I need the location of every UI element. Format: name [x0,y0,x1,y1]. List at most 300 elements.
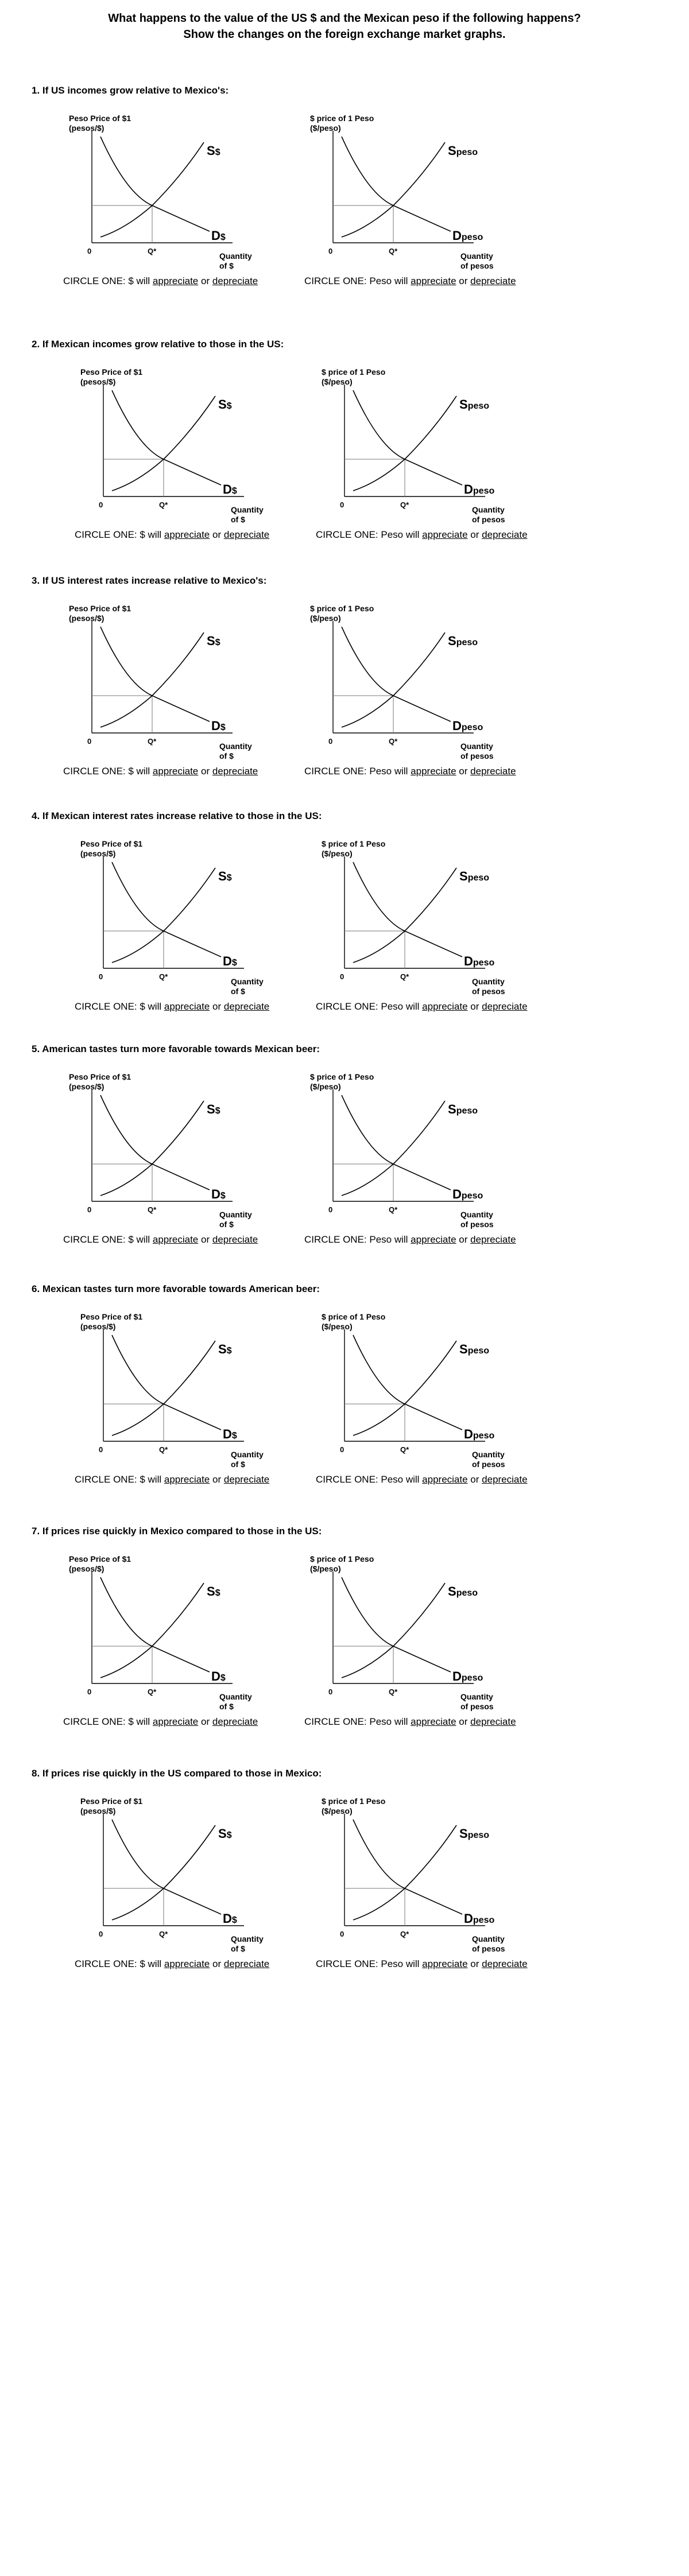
appreciate-option[interactable]: appreciate [411,766,456,777]
supply-subscript: $ [226,1346,232,1356]
supply-curve-label [448,1102,478,1117]
demand-curve [342,1095,451,1190]
graph-canvas[interactable] [80,839,287,977]
demand-letter: D [211,1187,220,1201]
supply-curve-label [448,143,478,158]
circle-one-prompt [75,1001,269,1012]
origin-label: 0 [87,1687,92,1696]
supply-curve-label [207,1102,220,1117]
circle-one-prompt [304,1234,516,1246]
x-axis-label: Quantity of pesos [460,742,494,761]
question-text: American tastes turn more favorable towards Mexican beer: [42,1043,320,1054]
question-text: Mexican tastes turn more favorable towards American beer: [42,1283,320,1294]
demand-curve-label [464,954,494,969]
appreciate-option[interactable]: appreciate [164,529,210,540]
or-text: or [459,276,468,286]
origin-label: 0 [340,501,344,509]
y-axis-label: Peso Price of $1 (pesos/$) [69,1554,131,1573]
or-text: or [470,1474,479,1485]
graph-canvas[interactable] [322,1797,528,1934]
circle-one-text: CIRCLE ONE: Peso will [304,1234,408,1245]
demand-letter: D [223,1427,232,1441]
supply-subscript: peso [467,873,490,883]
or-text: or [201,1234,210,1245]
or-text: or [212,1001,222,1012]
depreciate-option[interactable]: depreciate [482,1474,528,1485]
supply-curve-label [207,143,220,158]
equilibrium-quantity-label: Q* [400,1445,409,1454]
demand-subscript: $ [231,486,237,496]
circle-one-text: CIRCLE ONE: $ will [75,529,162,540]
supply-subscript: peso [456,638,478,647]
y-axis-label: $ price of 1 Peso ($/peso) [310,114,374,133]
y-axis-label: Peso Price of $1 (pesos/$) [80,839,143,858]
question-text: If US interest rates increase relative to Mexico's: [42,575,267,586]
depreciate-option[interactable]: depreciate [212,1234,258,1245]
demand-subscript: peso [461,723,483,732]
appreciate-option[interactable]: appreciate [422,1001,468,1012]
y-axis-label: $ price of 1 Peso ($/peso) [322,367,386,386]
origin-label: 0 [340,1445,344,1454]
circle-one-prompt [304,276,516,287]
peso-market-graph [304,604,632,777]
peso-market-graph [304,1072,632,1245]
peso-market-graph [316,1312,643,1485]
depreciate-option[interactable]: depreciate [223,1474,270,1485]
x-axis-label: Quantity of $ [219,742,252,761]
supply-letter: S [459,1826,468,1841]
graph-canvas[interactable] [310,1072,517,1210]
supply-letter: S [207,1102,215,1116]
worksheet-title-line1: What happens to the value of the US $ and the Mexican peso if the following happens? [108,12,581,25]
appreciate-option[interactable]: appreciate [152,766,199,777]
circle-one-prompt [304,1716,516,1728]
circle-one-text: CIRCLE ONE: Peso will [304,1716,408,1727]
or-text: or [470,1958,479,1969]
worksheet-title-line2: Show the changes on the foreign exchange market graphs. [183,28,506,41]
supply-curve-label [459,1342,489,1357]
circle-one-text: CIRCLE ONE: $ will [63,766,150,777]
graph-canvas[interactable] [322,839,528,977]
equilibrium-quantity-label: Q* [159,1930,168,1938]
graph-canvas[interactable] [310,604,517,742]
supply-curve-label [448,634,478,649]
demand-letter: D [211,719,220,733]
supply-subscript: peso [467,401,490,411]
origin-label: 0 [328,247,333,255]
demand-letter: D [211,1669,220,1683]
or-text: or [212,1474,222,1485]
or-text: or [201,766,210,777]
equilibrium-quantity-label: Q* [159,972,168,981]
demand-curve-label [211,719,226,734]
origin-label: 0 [99,501,103,509]
equilibrium-quantity-label: Q* [148,737,157,746]
x-axis-label: Quantity of pesos [472,505,505,524]
demand-subscript: $ [220,1673,226,1683]
question-title [32,810,322,822]
demand-curve [353,1335,462,1430]
supply-letter: S [448,634,456,648]
demand-subscript: $ [220,1191,226,1201]
demand-curve-label [211,1187,226,1202]
demand-curve-label [452,228,483,243]
supply-subscript: $ [226,401,232,411]
demand-curve-label [211,228,226,243]
equilibrium-quantity-label: Q* [400,1930,409,1938]
appreciate-option[interactable]: appreciate [422,529,468,540]
peso-market-graph [316,367,643,540]
demand-letter: D [464,482,473,496]
graph-canvas[interactable] [69,1072,276,1210]
x-axis-label: Quantity of $ [231,505,264,524]
circle-one-text: CIRCLE ONE: $ will [75,1958,162,1969]
y-axis-label: $ price of 1 Peso ($/peso) [310,1072,374,1091]
or-text: or [459,766,468,777]
demand-curve-label [464,1911,494,1926]
demand-curve-label [211,1669,226,1684]
origin-label: 0 [87,737,92,746]
circle-one-text: CIRCLE ONE: $ will [75,1474,162,1485]
graph-canvas[interactable] [322,1312,528,1450]
demand-subscript: $ [231,1915,237,1925]
origin-label: 0 [328,1205,333,1214]
supply-curve-label [459,397,489,412]
question-text: If US incomes grow relative to Mexico's: [42,85,229,96]
x-axis-label: Quantity of $ [231,1450,264,1469]
supply-subscript: $ [215,638,220,647]
supply-letter: S [218,1342,227,1356]
demand-curve-label [452,719,483,734]
supply-curve-label [207,1584,220,1599]
demand-curve [342,137,451,231]
supply-curve-label [459,869,489,884]
equilibrium-quantity-label: Q* [148,1687,157,1696]
supply-subscript: peso [456,148,478,157]
x-axis-label: Quantity of $ [219,1210,252,1229]
y-axis-label: $ price of 1 Peso ($/peso) [322,1797,386,1815]
circle-one-prompt [75,1474,269,1485]
or-text: or [212,1958,222,1969]
supply-letter: S [207,143,215,158]
appreciate-option[interactable]: appreciate [152,276,199,286]
supply-subscript: $ [215,1588,220,1598]
circle-one-text: CIRCLE ONE: Peso will [316,529,420,540]
graph-canvas[interactable] [80,367,287,505]
demand-subscript: $ [231,958,237,968]
appreciate-option[interactable]: appreciate [411,1234,456,1245]
question-number: 8. [32,1768,40,1779]
question-number: 3. [32,575,40,586]
x-axis-label: Quantity of $ [219,251,252,270]
depreciate-option[interactable]: depreciate [212,1716,258,1727]
demand-letter: D [452,1187,462,1201]
appreciate-option[interactable]: appreciate [411,1716,456,1727]
equilibrium-quantity-label: Q* [400,972,409,981]
appreciate-option[interactable]: appreciate [164,1474,210,1485]
y-axis-label: Peso Price of $1 (pesos/$) [80,367,143,386]
circle-one-prompt [316,1474,528,1485]
demand-subscript: $ [220,232,226,242]
question-number: 5. [32,1043,40,1054]
circle-one-prompt [75,529,269,541]
demand-curve [100,627,210,721]
supply-letter: S [448,143,456,158]
supply-curve-label [448,1584,478,1599]
circle-one-prompt [304,766,516,777]
or-text: or [470,529,479,540]
graph-canvas[interactable] [80,1797,287,1934]
demand-subscript: peso [461,232,483,242]
appreciate-option[interactable]: appreciate [152,1234,199,1245]
circle-one-text: CIRCLE ONE: Peso will [304,276,408,286]
demand-curve [112,1335,221,1430]
graph-canvas[interactable] [69,604,276,742]
circle-one-text: CIRCLE ONE: $ will [63,276,150,286]
supply-curve-label [218,1342,232,1357]
demand-letter: D [464,1427,473,1441]
y-axis-label: Peso Price of $1 (pesos/$) [80,1797,143,1815]
supply-subscript: $ [226,1830,232,1840]
supply-subscript: peso [467,1830,490,1840]
demand-subscript: peso [473,1431,495,1441]
depreciate-option[interactable]: depreciate [212,766,258,777]
x-axis-label: Quantity of $ [231,977,264,996]
question-text: If Mexican interest rates increase relative to those in the US: [42,810,322,821]
demand-subscript: $ [220,723,226,732]
question-title [32,1283,320,1295]
x-axis-label: Quantity of $ [219,1692,252,1711]
origin-label: 0 [328,737,333,746]
appreciate-option[interactable]: appreciate [164,1958,210,1969]
origin-label: 0 [328,1687,333,1696]
graph-canvas[interactable] [69,114,276,251]
origin-label: 0 [87,1205,92,1214]
depreciate-option[interactable]: depreciate [212,276,258,286]
demand-letter: D [452,228,462,243]
equilibrium-quantity-label: Q* [389,1687,398,1696]
appreciate-option[interactable]: appreciate [164,1001,210,1012]
question-number: 6. [32,1283,40,1294]
demand-subscript: peso [473,486,495,496]
or-text: or [459,1716,468,1727]
graph-canvas[interactable] [69,1554,276,1692]
supply-subscript: peso [456,1106,478,1116]
depreciate-option[interactable]: depreciate [470,1234,516,1245]
supply-curve-label [459,1826,489,1841]
circle-one-text: CIRCLE ONE: $ will [75,1001,162,1012]
peso-market-graph [304,1554,632,1727]
depreciate-option[interactable]: depreciate [470,276,516,286]
supply-letter: S [218,869,227,883]
equilibrium-quantity-label: Q* [389,247,398,255]
equilibrium-quantity-label: Q* [159,501,168,509]
supply-subscript: $ [226,873,232,883]
origin-label: 0 [99,1930,103,1938]
origin-label: 0 [340,972,344,981]
demand-letter: D [452,1669,462,1683]
circle-one-prompt [316,529,528,541]
y-axis-label: $ price of 1 Peso ($/peso) [322,1312,386,1331]
demand-curve [112,1820,221,1914]
y-axis-label: Peso Price of $1 (pesos/$) [69,604,131,623]
supply-curve-label [218,397,232,412]
demand-curve [353,1820,462,1914]
demand-curve-label [452,1187,483,1202]
demand-subscript: peso [473,1915,495,1925]
demand-letter: D [223,1911,232,1926]
y-axis-label: $ price of 1 Peso ($/peso) [310,604,374,623]
demand-curve-label [464,1427,494,1442]
supply-letter: S [459,397,468,412]
depreciate-option[interactable]: depreciate [223,1001,270,1012]
demand-letter: D [223,482,232,496]
depreciate-option[interactable]: depreciate [482,1958,528,1969]
demand-curve-label [464,482,494,497]
demand-curve [112,390,221,485]
supply-subscript: peso [456,1588,478,1598]
demand-curve-label [223,482,237,497]
equilibrium-quantity-label: Q* [389,737,398,746]
demand-letter: D [211,228,220,243]
appreciate-option[interactable]: appreciate [422,1474,468,1485]
y-axis-label: Peso Price of $1 (pesos/$) [80,1312,143,1331]
supply-letter: S [207,634,215,648]
question-text: If prices rise quickly in the US compared to those in Mexico: [42,1768,322,1779]
question-number: 1. [32,85,40,96]
supply-letter: S [459,869,468,883]
x-axis-label: Quantity of pesos [472,1934,505,1953]
circle-one-prompt [63,1716,258,1728]
equilibrium-quantity-label: Q* [389,1205,398,1214]
question-number: 2. [32,339,40,350]
demand-curve-label [223,1427,237,1442]
x-axis-label: Quantity of pesos [460,1692,494,1711]
supply-letter: S [459,1342,468,1356]
supply-curve-label [218,869,232,884]
circle-one-text: CIRCLE ONE: Peso will [304,766,408,777]
x-axis-label: Quantity of pesos [460,251,494,270]
demand-subscript: $ [231,1431,237,1441]
demand-subscript: peso [461,1673,483,1683]
circle-one-prompt [63,766,258,777]
demand-curve [100,137,210,231]
supply-letter: S [218,397,227,412]
equilibrium-quantity-label: Q* [159,1445,168,1454]
supply-curve-label [207,634,220,649]
origin-label: 0 [340,1930,344,1938]
supply-curve-label [218,1826,232,1841]
demand-subscript: peso [473,958,495,968]
demand-curve [342,627,451,721]
question-title [32,339,284,350]
depreciate-option[interactable]: depreciate [482,529,528,540]
or-text: or [201,276,210,286]
question-text: If prices rise quickly in Mexico compared to those in the US: [42,1526,322,1537]
demand-curve [112,862,221,957]
demand-letter: D [464,1911,473,1926]
supply-subscript: $ [215,148,220,157]
peso-market-graph [316,1797,643,1969]
demand-curve-label [223,1911,237,1926]
x-axis-label: Quantity of pesos [472,1450,505,1469]
graph-canvas[interactable] [310,1554,517,1692]
equilibrium-quantity-label: Q* [148,1205,157,1214]
demand-curve [353,862,462,957]
appreciate-option[interactable]: appreciate [422,1958,468,1969]
depreciate-option[interactable]: depreciate [470,766,516,777]
question-text: If Mexican incomes grow relative to those in the US: [42,339,284,350]
question-title [32,1768,322,1779]
supply-letter: S [448,1102,456,1116]
circle-one-prompt [316,1958,528,1970]
appreciate-option[interactable]: appreciate [411,276,456,286]
circle-one-text: CIRCLE ONE: Peso will [316,1958,420,1969]
appreciate-option[interactable]: appreciate [152,1716,199,1727]
demand-curve [100,1095,210,1190]
equilibrium-quantity-label: Q* [148,247,157,255]
supply-subscript: $ [215,1106,220,1116]
origin-label: 0 [99,972,103,981]
origin-label: 0 [99,1445,103,1454]
question-title [32,1526,322,1537]
circle-one-prompt [63,1234,258,1246]
question-number: 7. [32,1526,40,1537]
supply-letter: S [448,1584,456,1599]
x-axis-label: Quantity of $ [231,1934,264,1953]
graph-canvas[interactable] [322,367,528,505]
depreciate-option[interactable]: depreciate [223,1958,270,1969]
peso-market-graph [304,114,632,286]
circle-one-prompt [63,276,258,287]
demand-curve-label [223,954,237,969]
equilibrium-quantity-label: Q* [400,501,409,509]
depreciate-option[interactable]: depreciate [223,529,270,540]
supply-subscript: peso [467,1346,490,1356]
graph-canvas[interactable] [80,1312,287,1450]
demand-letter: D [452,719,462,733]
demand-curve [342,1577,451,1672]
question-title [32,575,266,587]
demand-subscript: peso [461,1191,483,1201]
circle-one-prompt [316,1001,528,1012]
question-title [32,85,229,96]
graph-canvas[interactable] [310,114,517,251]
demand-curve-label [452,1669,483,1684]
demand-curve [100,1577,210,1672]
x-axis-label: Quantity of pesos [472,977,505,996]
supply-letter: S [218,1826,227,1841]
circle-one-text: CIRCLE ONE: $ will [63,1234,150,1245]
y-axis-label: $ price of 1 Peso ($/peso) [310,1554,374,1573]
depreciate-option[interactable]: depreciate [482,1001,528,1012]
supply-letter: S [207,1584,215,1599]
circle-one-text: CIRCLE ONE: Peso will [316,1001,420,1012]
y-axis-label: Peso Price of $1 (pesos/$) [69,114,131,133]
or-text: or [201,1716,210,1727]
or-text: or [459,1234,468,1245]
circle-one-text: CIRCLE ONE: $ will [63,1716,150,1727]
demand-letter: D [464,954,473,968]
question-number: 4. [32,810,40,821]
depreciate-option[interactable]: depreciate [470,1716,516,1727]
peso-market-graph [316,839,643,1012]
circle-one-prompt [75,1958,269,1970]
question-title [32,1043,320,1055]
demand-curve [353,390,462,485]
x-axis-label: Quantity of pesos [460,1210,494,1229]
y-axis-label: $ price of 1 Peso ($/peso) [322,839,386,858]
